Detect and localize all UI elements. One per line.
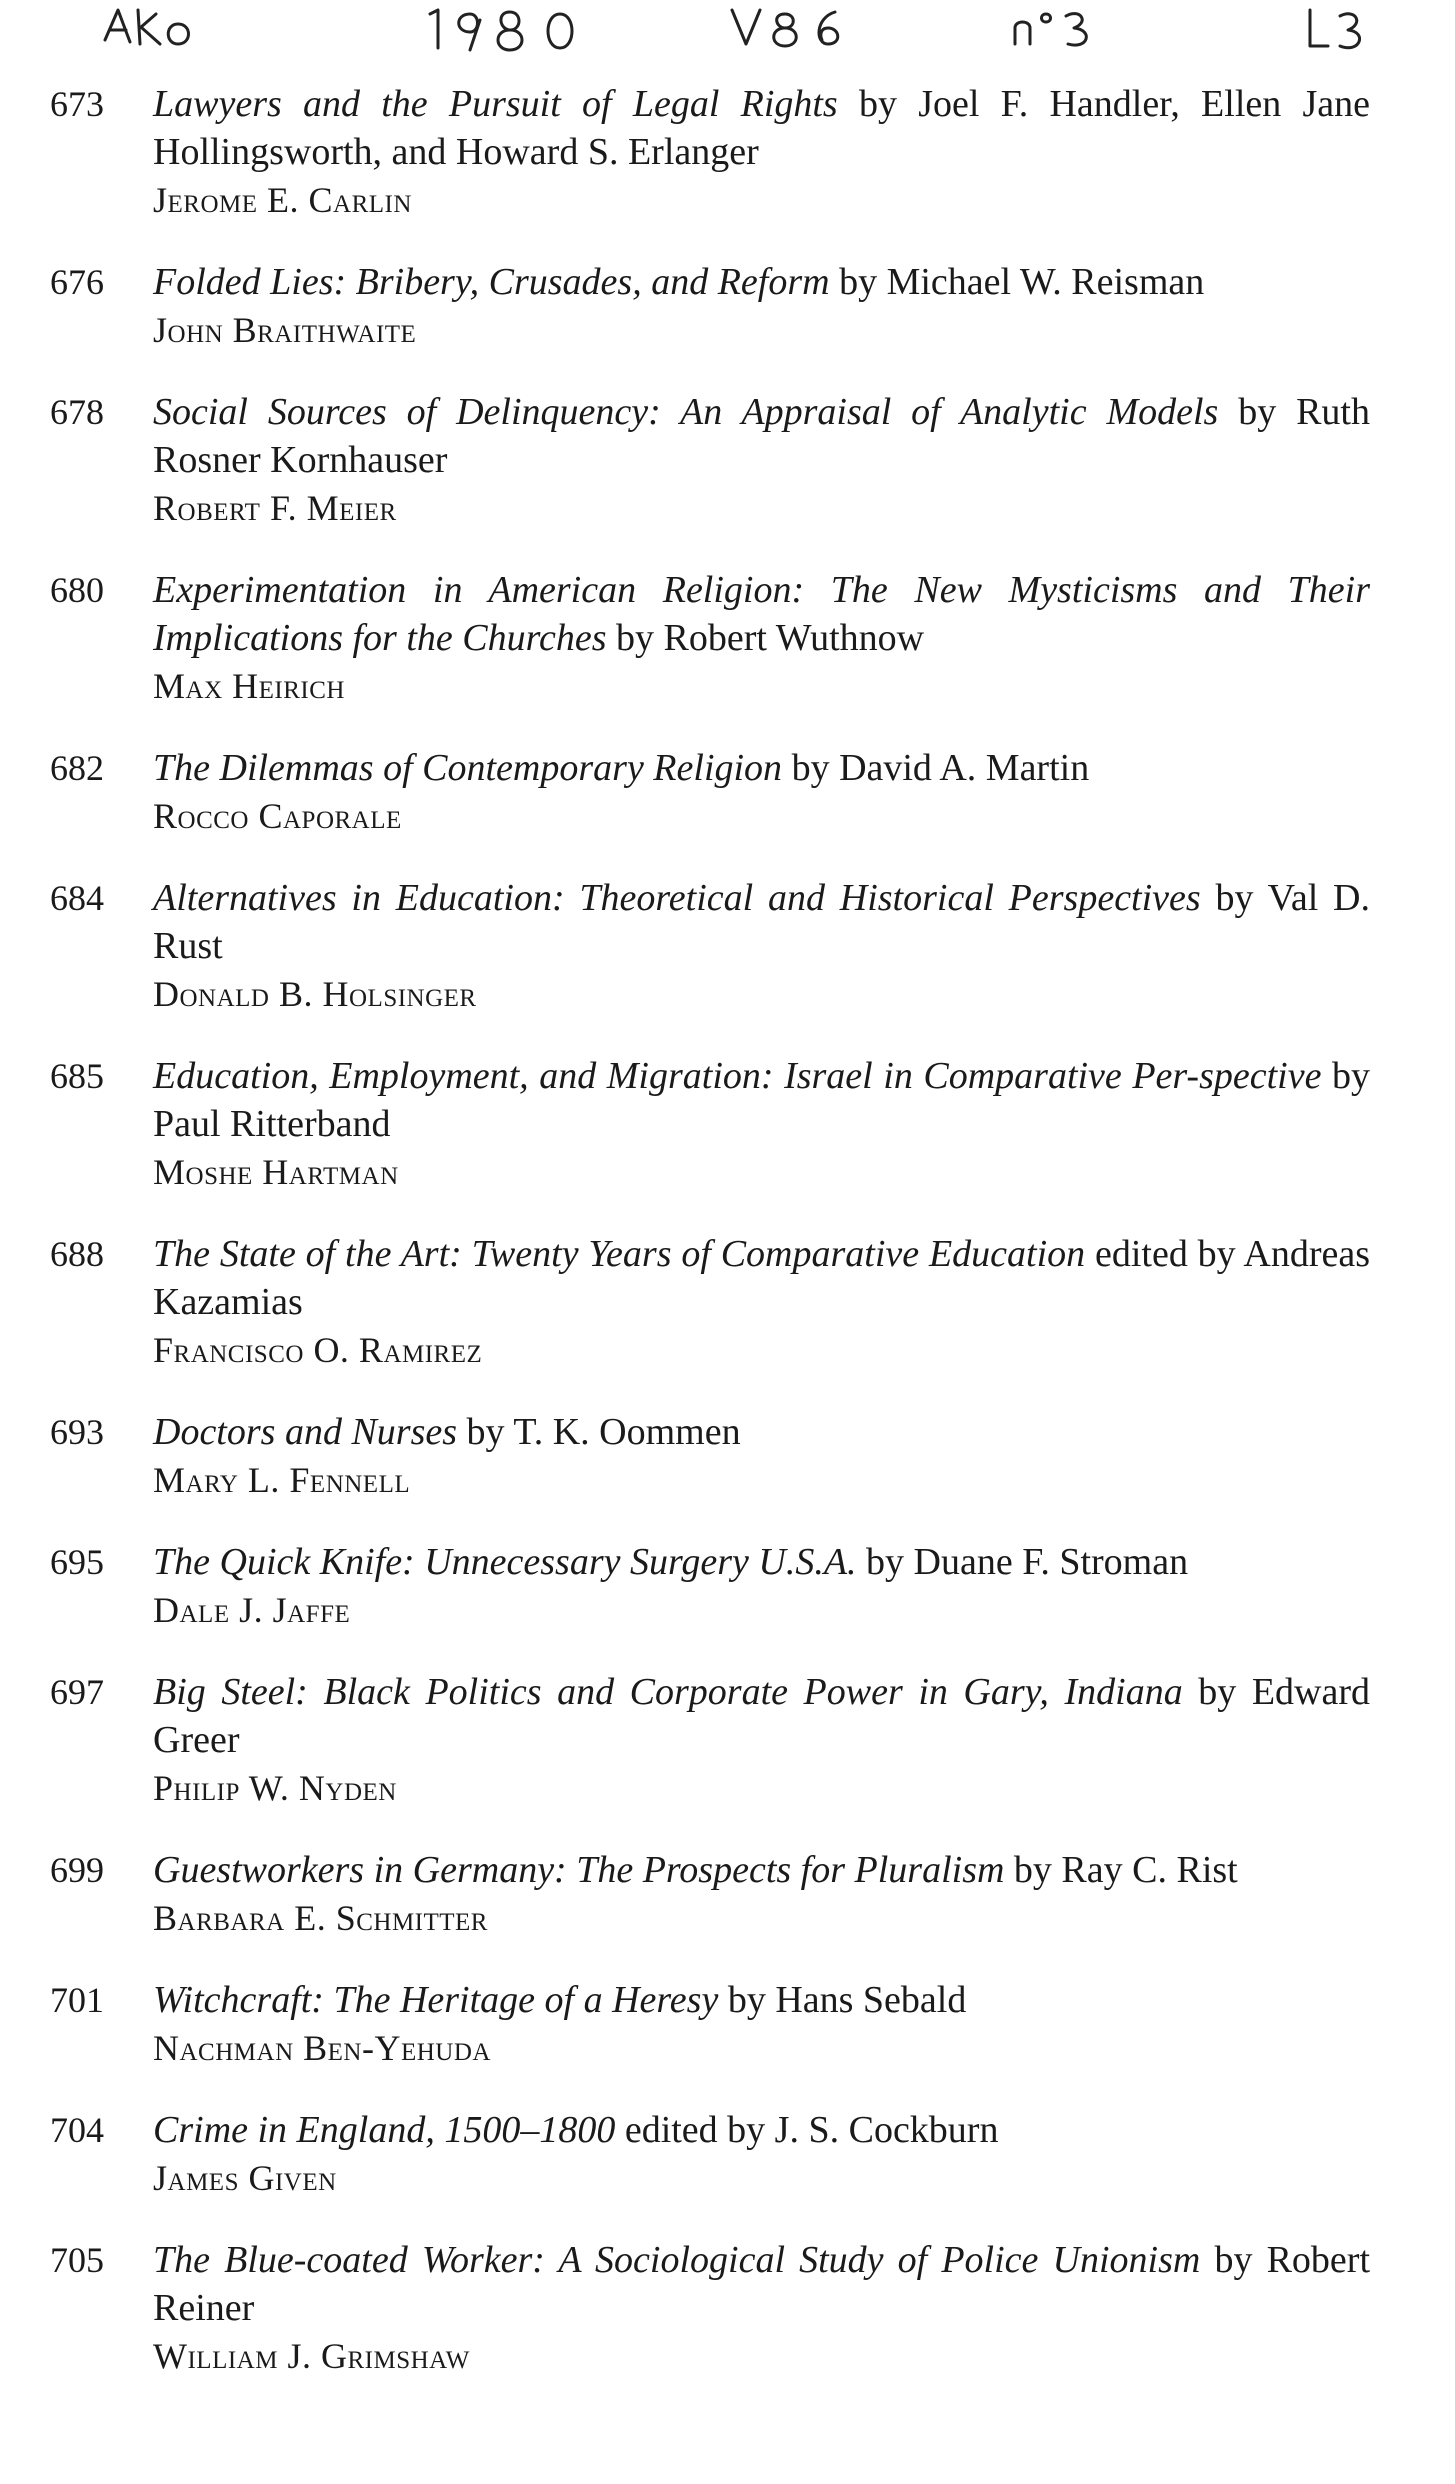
book-title: Lawyers and the Pursuit of Legal Rights [153, 83, 838, 125]
book-author: by David A. Martin [782, 747, 1090, 789]
reviewer-name: Philip W. Nyden [153, 1768, 397, 1808]
book-title: Big Steel: Black Politics and Corporate Power in Gary, Indiana [153, 1671, 1183, 1713]
review-entry [50, 2106, 1370, 2202]
entry-body [153, 1846, 1370, 1942]
reviewer-name: Jerome E. Carlin [153, 180, 412, 220]
book-title: The Dilemmas of Contemporary Religion [153, 747, 783, 789]
book-author: by Edward Greer [153, 1671, 1370, 1761]
entry-body [153, 1052, 1370, 1196]
review-entry [50, 388, 1370, 532]
book-title: Guestworkers in Germany: The Prospects for Pluralism [153, 1849, 1005, 1891]
reviewer-name: Nachman Ben-Yehuda [153, 2028, 491, 2068]
page-number: 697 [50, 1672, 104, 1712]
entry-body [153, 258, 1370, 354]
page-number: 704 [50, 2110, 104, 2150]
entry-body [153, 80, 1370, 224]
book-title: Education, Employment, and Migration: Israel in Comparative Per-spective [153, 1055, 1322, 1097]
review-entry [50, 1408, 1370, 1504]
entry-body [153, 2236, 1370, 2380]
entry-body [153, 1976, 1370, 2072]
review-entry [50, 1846, 1370, 1942]
book-title: The Quick Knife: Unnecessary Surgery U.S.A. [153, 1541, 857, 1583]
entry-body [153, 874, 1370, 1018]
entry-body [153, 744, 1370, 840]
review-entry [50, 744, 1370, 840]
book-title: Experimentation in American Religion: The New Mysticisms and Their Implications for the Churches [153, 569, 1370, 659]
review-entry [50, 2236, 1370, 2380]
book-author: by Michael W. Reisman [829, 261, 1205, 303]
entry-body [153, 1538, 1370, 1634]
review-entry [50, 566, 1370, 710]
book-author: by Ray C. Rist [1004, 1849, 1238, 1891]
reviewer-name: Donald B. Holsinger [153, 974, 477, 1014]
book-author: edited by Andreas Kazamias [153, 1233, 1371, 1323]
page-number: 682 [50, 748, 104, 788]
review-entry [50, 874, 1370, 1018]
review-list [50, 80, 1370, 2414]
book-title: Social Sources of Delinquency: An Appraisal of Analytic Models [153, 391, 1219, 433]
book-title: Witchcraft: The Heritage of a Heresy [153, 1979, 719, 2021]
book-author: edited by J. S. Cockburn [615, 2109, 999, 2151]
reviewer-name: Dale J. Jaffe [153, 1590, 351, 1630]
book-title: Folded Lies: Bribery, Crusades, and Reform [153, 261, 830, 303]
page-number: 676 [50, 262, 104, 302]
entry-body [153, 1230, 1370, 1374]
review-entry [50, 1976, 1370, 2072]
reviewer-name: Rocco Caporale [153, 796, 402, 836]
book-author: by Hans Sebald [718, 1979, 967, 2021]
page-number: 688 [50, 1234, 104, 1274]
page-number: 685 [50, 1056, 104, 1096]
reviewer-name: Moshe Hartman [153, 1152, 399, 1192]
book-title: The Blue-coated Worker: A Sociological Study of Police Unionism [153, 2239, 1201, 2281]
book-author: by Duane F. Stroman [856, 1541, 1189, 1583]
book-author: by Joel F. Handler, Ellen Jane Hollingsworth, and Howard S. Erlanger [153, 83, 1370, 173]
review-entry [50, 258, 1370, 354]
reviewer-name: William J. Grimshaw [153, 2336, 470, 2376]
page-number: 680 [50, 570, 104, 610]
reviewer-name: Barbara E. Schmitter [153, 1898, 488, 1938]
book-author: by Val D. Rust [153, 877, 1370, 967]
reviewer-name: Mary L. Fennell [153, 1460, 411, 1500]
review-entry [50, 1668, 1370, 1812]
book-title: Alternatives in Education: Theoretical and Historical Perspectives [153, 877, 1201, 919]
book-author: by Paul Ritterband [153, 1055, 1371, 1145]
entry-body [153, 566, 1370, 710]
reviewer-name: James Given [153, 2158, 337, 2198]
review-entry [50, 1230, 1370, 1374]
page-number: 699 [50, 1850, 104, 1890]
reviewer-name: Max Heirich [153, 666, 345, 706]
page-number: 678 [50, 392, 104, 432]
review-entry [50, 1052, 1370, 1196]
reviewer-name: Robert F. Meier [153, 488, 397, 528]
book-author: by Ruth Rosner Kornhauser [153, 391, 1370, 481]
review-entry [50, 1538, 1370, 1634]
reviewer-name: John Braithwaite [153, 310, 417, 350]
book-author: by Robert Reiner [153, 2239, 1370, 2329]
page-number: 684 [50, 878, 104, 918]
page-number: 673 [50, 84, 104, 124]
handwritten-annotation [0, 0, 1455, 80]
book-title: Crime in England, 1500–1800 [153, 2109, 616, 2151]
book-title: The State of the Art: Twenty Years of Comparative Education [153, 1233, 1086, 1275]
reviewer-name: Francisco O. Ramirez [153, 1330, 483, 1370]
page-number: 693 [50, 1412, 104, 1452]
page-number: 695 [50, 1542, 104, 1582]
book-author: by T. K. Oommen [457, 1411, 741, 1453]
entry-body [153, 388, 1370, 532]
page-number: 701 [50, 1980, 104, 2020]
book-title: Doctors and Nurses [153, 1411, 458, 1453]
entry-body [153, 1668, 1370, 1812]
book-author: by Robert Wuthnow [606, 617, 925, 659]
page-number: 705 [50, 2240, 104, 2280]
entry-body [153, 2106, 1370, 2202]
review-entry [50, 80, 1370, 224]
entry-body [153, 1408, 1370, 1504]
